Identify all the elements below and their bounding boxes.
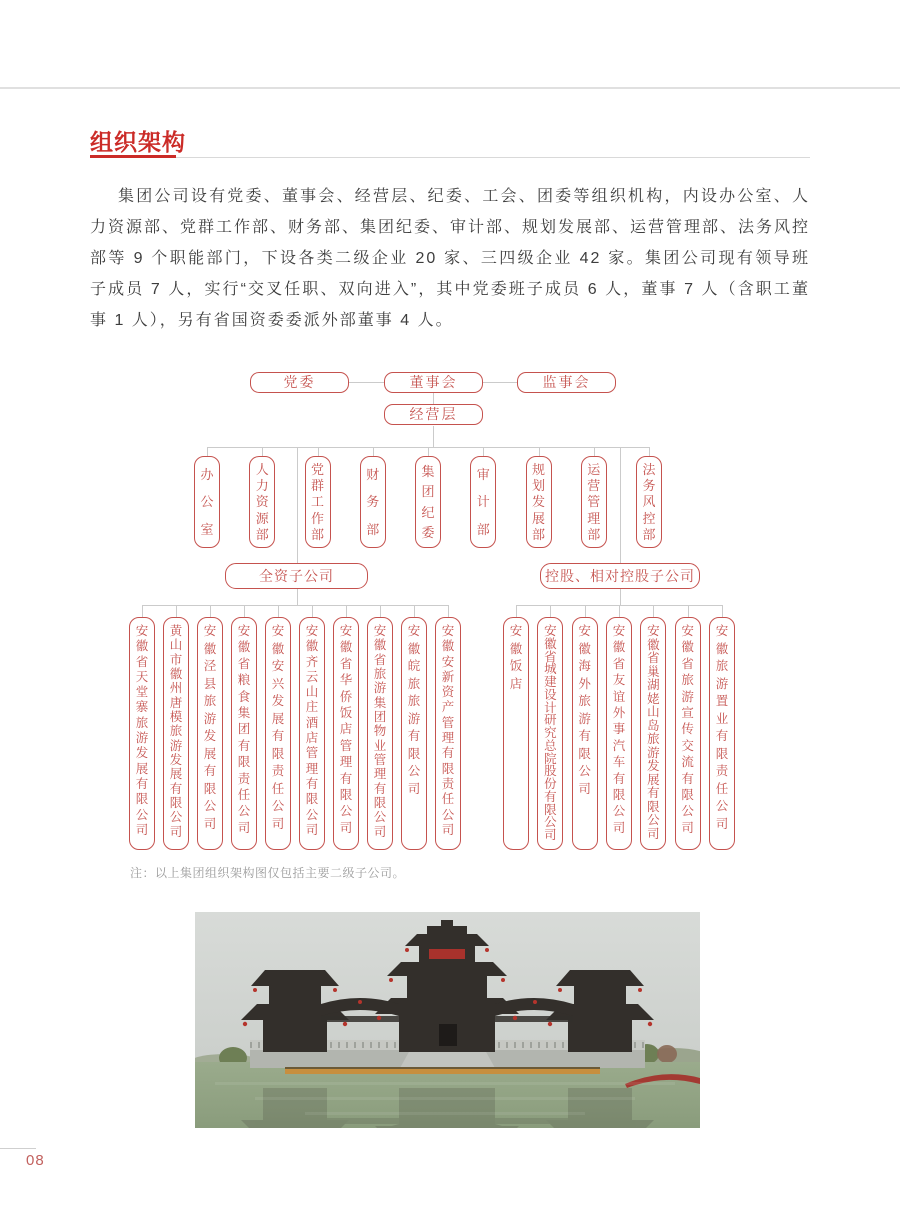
dept-box: 运 营 管 理 部 xyxy=(581,456,607,548)
group-box-holding: 控股、相对控股子公司 xyxy=(540,563,700,589)
connector-line xyxy=(297,589,298,605)
company-box: 安 徽 省 巢 湖 姥 山 岛 旅 游 发 展 有 限 公 司 xyxy=(640,617,666,850)
connector-line xyxy=(620,589,621,605)
connector-line xyxy=(428,447,429,456)
org-box-supervisory-board: 监事会 xyxy=(517,372,616,393)
connector-line xyxy=(620,447,621,563)
pagoda-lake-photo xyxy=(195,912,700,1128)
connector-line xyxy=(516,605,517,617)
connector-line xyxy=(142,605,143,617)
company-box: 安 徽 皖 旅 旅 游 有 限 公 司 xyxy=(401,617,427,850)
connector-line xyxy=(262,447,263,456)
connector-line xyxy=(722,605,723,617)
group-box-wholly-owned: 全资子公司 xyxy=(225,563,368,589)
org-box-board-of-directors: 董事会 xyxy=(384,372,483,393)
connector-line xyxy=(688,605,689,617)
company-box: 黄 山 市 徽 州 唐 模 旅 游 发 展 有 限 公 司 xyxy=(163,617,189,850)
connector-line xyxy=(312,605,313,617)
connector-line xyxy=(649,447,650,456)
dept-box: 财 务 部 xyxy=(360,456,386,548)
company-box: 安 徽 省 天 堂 寨 旅 游 发 展 有 限 公 司 xyxy=(129,617,155,850)
company-box: 安 徽 齐 云 山 庄 酒 店 管 理 有 限 公 司 xyxy=(299,617,325,850)
connector-line xyxy=(594,447,595,456)
connector-line xyxy=(278,605,279,617)
connector-line xyxy=(318,447,319,456)
connector-line xyxy=(585,605,586,617)
company-box: 安 徽 安 新 资 产 管 理 有 限 责 任 公 司 xyxy=(435,617,461,850)
connector-line xyxy=(433,426,434,447)
company-box: 安 徽 安 兴 发 展 有 限 责 任 公 司 xyxy=(265,617,291,850)
org-box-party-committee: 党委 xyxy=(250,372,349,393)
connector-line xyxy=(550,605,551,617)
dept-box: 集 团 纪 委 xyxy=(415,456,441,548)
company-box: 安 徽 泾 县 旅 游 发 展 有 限 公 司 xyxy=(197,617,223,850)
page-title: 组织架构 xyxy=(90,129,186,155)
connector-line xyxy=(448,605,449,617)
footer-divider xyxy=(0,1148,36,1149)
connector-line xyxy=(349,382,384,383)
connector-line xyxy=(380,605,381,617)
dept-box: 审 计 部 xyxy=(470,456,496,548)
connector-line xyxy=(244,605,245,617)
dept-box: 人 力 资 源 部 xyxy=(249,456,275,548)
connector-line xyxy=(297,447,298,563)
connector-line xyxy=(373,447,374,456)
connector-line xyxy=(142,605,449,606)
chart-note: 注：以上集团组织架构图仅包括主要二级子公司。 xyxy=(130,866,406,880)
connector-line xyxy=(539,447,540,456)
intro-paragraph: 集团公司设有党委、董事会、经营层、纪委、工会、团委等组织机构，内设办公室、人力资源部、党群工作部、财务部、集团纪委、审计部、规划发展部、运营管理部、法务风控部等 9 个职能部门，下设各类二级企业 20 家、三四级企业 42 家。集团公司现有领导班子成员 7 人，实行“交叉任职、双向进入”，其中党委班子成员 6 人，董事 7 人（含职工董事 1 人），另有省国资委委派外部董事 4 人。 xyxy=(90,188,811,329)
dept-box: 党 群 工 作 部 xyxy=(305,456,331,548)
company-box: 安 徽 省 友 谊 外 事 汽 车 有 限 公 司 xyxy=(606,617,632,850)
connector-line xyxy=(176,605,177,617)
page-number: 08 xyxy=(26,1152,45,1169)
company-box: 安 徽 省 旅 游 集 团 物 业 管 理 有 限 公 司 xyxy=(367,617,393,850)
connector-line xyxy=(483,447,484,456)
connector-line xyxy=(433,393,434,404)
connector-line xyxy=(653,605,654,617)
connector-line xyxy=(210,605,211,617)
connector-line xyxy=(346,605,347,617)
company-box: 安 徽 饭 店 xyxy=(503,617,529,850)
company-box: 安 徽 海 外 旅 游 有 限 公 司 xyxy=(572,617,598,850)
connector-line xyxy=(414,605,415,617)
company-box: 安 徽 省 粮 食 集 团 有 限 责 任 公 司 xyxy=(231,617,257,850)
org-box-management: 经营层 xyxy=(384,404,483,425)
connector-line xyxy=(207,447,208,456)
company-box: 安 徽 省 城 建 设 计 研 究 总 院 股 份 有 限 公 司 xyxy=(537,617,563,850)
connector-line xyxy=(619,605,620,617)
company-box: 安 徽 省 旅 游 宣 传 交 流 有 限 公 司 xyxy=(675,617,701,850)
dept-box: 法 务 风 控 部 xyxy=(636,456,662,548)
dept-box: 规 划 发 展 部 xyxy=(526,456,552,548)
company-box: 安 徽 旅 游 置 业 有 限 责 任 公 司 xyxy=(709,617,735,850)
company-box: 安 徽 省 华 侨 饭 店 管 理 有 限 公 司 xyxy=(333,617,359,850)
dept-box: 办 公 室 xyxy=(194,456,220,548)
connector-line xyxy=(483,382,517,383)
